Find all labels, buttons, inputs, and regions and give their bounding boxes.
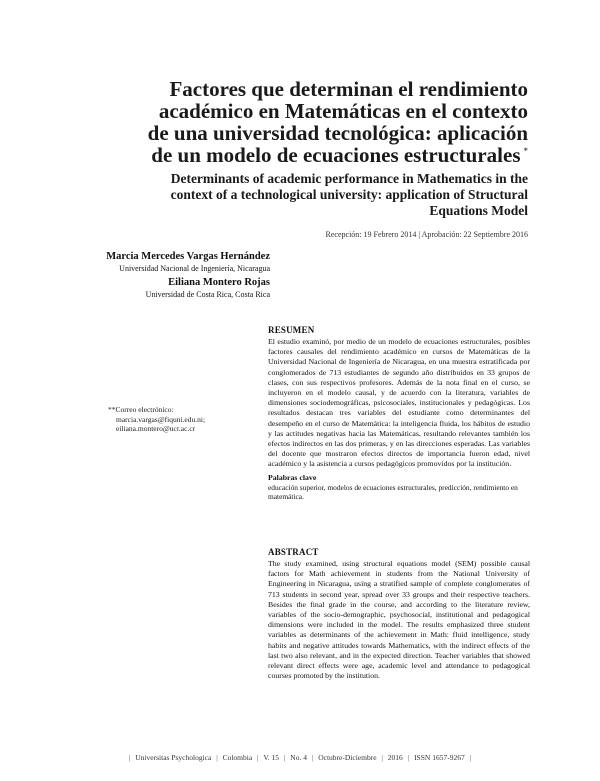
footer-period: Octubre-Diciembre [318, 753, 377, 762]
authors-block [80, 250, 270, 302]
contact-label: **Correo electrónico: [108, 405, 174, 414]
author-name: Eiliana Montero Rojas [168, 277, 270, 288]
title-es-line: de una universidad tecnológica: aplicación [147, 121, 528, 145]
author-affiliation: Universidad de Costa Rica, Costa Rica [145, 290, 270, 299]
title-es-line-text: de un modelo de ecuaciones estructurales [151, 143, 521, 167]
title-english [88, 171, 528, 219]
footer-issn: ISSN 1657-9267 [414, 753, 465, 762]
resumen-heading: RESUMEN [268, 325, 315, 335]
footer-country: Colombia [222, 753, 253, 762]
title-en-line: context of a technological university: application of Structural [170, 187, 528, 202]
contact-email: eiliana.montero@ucr.ac.cr [116, 424, 196, 433]
article-title-block [88, 78, 528, 219]
title-en-line: Equations Model [429, 203, 528, 218]
resumen-section [268, 325, 530, 502]
footer-year: 2016 [387, 753, 403, 762]
title-es-line: Factores que determinan el rendimiento [169, 77, 528, 101]
contact-note [108, 405, 248, 434]
title-en-line: Determinants of academic performance in Mathematics in the [170, 171, 528, 186]
footer-journal: Universitas Psychologica [135, 753, 212, 762]
title-es-line [88, 144, 528, 166]
abstract-section [268, 547, 530, 681]
title-footnote-mark: * [523, 146, 528, 156]
footer-number: No. 4 [290, 753, 307, 762]
keywords-text: educación superior, modelos de ecuaciones estructurales, predicción, rendimiento en matemática. [268, 482, 518, 502]
footer-volume: V. 15 [263, 753, 280, 762]
keywords-heading: Palabras clave [268, 472, 317, 482]
abstract-heading: ABSTRACT [268, 547, 319, 557]
reception-approval-dates: Recepción: 19 Febrero 2014 | Aprobación: 22 Septiembre 2016 [325, 230, 528, 239]
journal-footer: | Universitas Psychologica | Colombia | V. 15 | No. 4 | Octubre-Diciembre | 2016 | ISSN 1657-9267 | [128, 753, 472, 762]
resumen-text: El estudio examinó, por medio de un modelo de ecuaciones estructurales, posibles factores causales del rendimiento académico en cursos de Matemáticas de la Universidad Nacional de Ingeniería de Nicaragua, en una muestra estratificada por conglomerados de 713 estudiantes de segundo año distribuidos en 33 grupos de clases, con sus respectivos profesores. Además de la nota final en el curso, se incluyeron en el modelo causal, y de acuerdo con la literatura, variables de dimensiones sociodemográficas, psicosociales, institucionales y pedagógicas. Los resultados destacan tres variables del estudiante como determinantes del desempeño en el curso de Matemática: la inteligencia fluida, los hábitos de estudio y las actitudes negativas hacia las Matemáticas, resultando relevantes también los efectos indirectos en las dos primeras, y en las direcciones esperadas. Las variables del docente que mostraron efectos directos de importancia fueron edad, nivel académico y la asistencia a cursos pedagógicos promovidos por la institución. [268, 337, 530, 469]
title-es-line: académico en Matemáticas en el contexto [158, 99, 528, 123]
author-name: Marcia Mercedes Vargas Hernández [106, 251, 270, 262]
title-spanish [88, 78, 528, 166]
author-affiliation: Universidad Nacional de Ingeniería, Nicaragua [119, 264, 270, 273]
contact-email: marcia.vargas@fiquni.edu.ni; [116, 414, 206, 424]
abstract-text: The study examined, using structural equations model (SEM) possible causal factors for Math achievement in students from the National University of Engineering in Nicaragua, using a stratified sample of complete conglomerates of 713 students in second year, spread over 33 groups and their respective teachers. Besides the final grade in the course, and according to the literature review, variables of the socio-demographic, psychosocial, institutional and pedagogical dimensions were included in the model. The results emphasized three student variables as determinants of the achievement in Math: fluid intelligence, study habits and negative attitudes towards Mathematics, with the indirect effects of the last two also relevant, and in the expected direction. Teacher variables that showed relevant direct effects were age, academic level and attendance to pedagogical courses promoted by the institution. [268, 559, 530, 681]
